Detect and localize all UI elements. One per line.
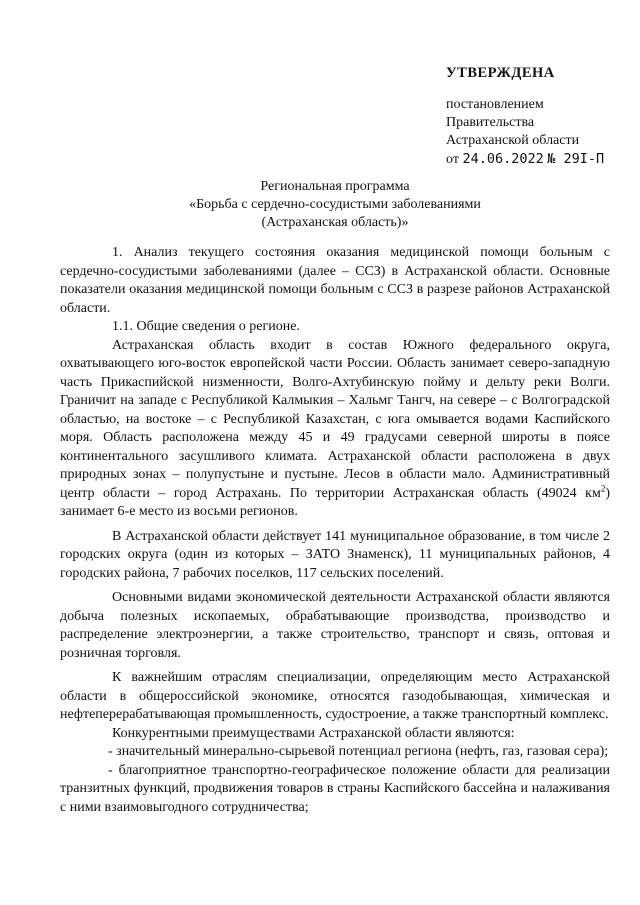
list-item-resources: - значительный минерально-сырьевой потенциал региона (нефть, газ, газовая сера); — [108, 744, 609, 759]
approval-line-1: постановлением — [446, 97, 544, 112]
document-body — [60, 244, 610, 817]
title-line-2: «Борьба с сердечно-сосудистыми заболеваниями — [189, 197, 481, 212]
paragraph-region-overview — [60, 337, 610, 522]
region-overview-text: Астраханская область входит в состав Южного федерального округа, охватывающего юго-восток европейской части России. Область занимает северо-западную часть Прикаспийской низменности, Волго-Ахтубинскую пойму и дельту реки Волги. Граничит на западе с Республикой Калмыкия – Хальмг Тангч, на севере – с Волгоградской областью, на востоке – с Республикой Казахстан, с юга омывается водами Каспийского моря. Область расположена между 45 и 49 градусами северной широты в поясе континентального засушливого климата. Астраханской области расположена в двух природных зонах – полупустыне и пустыне. Лесов в области мало. Административный центр области – город Астрахань. По территории Астраханская область (49024 км — [60, 337, 610, 501]
paragraph-specialization: К важнейшим отраслям специализации, определяющим место Астраханской области в общероссийской экономике, относятся газодобывающая, химическая и нефтеперерабатывающая промышленность, судостроение, а также транспортный комплекс. — [60, 670, 610, 722]
paragraph-subsection-1-1: 1.1. Общие сведения о регионе. — [112, 319, 300, 334]
region-overview-tail: ) занимает 6-е место из восьми регионов. — [60, 485, 610, 519]
paragraph-economy: Основными видами экономической деятельности Астраханской области являются добыча полезных ископаемых, обрабатывающие производства, производство и распределение электроэнергии, а также строительство, транспорт и связь, оптовая и розничная торговля. — [60, 590, 610, 661]
title-line-3: (Астраханская область)» — [261, 215, 409, 230]
area-unit-superscript: 2 — [600, 482, 606, 493]
paragraph-municipalities: В Астраханской области действует 141 муниципальное образование, в том числе 2 городских округа (один из которых – ЗАТО Знаменск), 11 муниципальных районов, 4 городских района, 7 рабочих поселков, 117 сельских поселений. — [60, 528, 610, 581]
approval-number: № 29I-П — [547, 151, 605, 167]
approval-date: 24.06.2022 — [462, 151, 544, 167]
approval-date-line — [446, 150, 604, 169]
list-item-transport: - благоприятное транспортно-географическое положение области для реализации транзитных функций, продвижения товаров в страны Каспийского бассейна и налаживания с ними взаимовыгодного сотрудничества; — [60, 762, 610, 815]
approval-heading: УТВЕРЖДЕНА — [446, 65, 555, 81]
paragraph-section-1: 1. Анализ текущего состояния оказания медицинской помощи больным с сердечно-сосудистыми заболеваниями (далее – ССЗ) в Астраханской области. Основные показатели оказания медицинской помощи больным с ССЗ в разрезе районов Астраханской области. — [60, 245, 610, 316]
title-line-1: Региональная программа — [260, 179, 410, 194]
paragraph-advantages-intro: Конкурентными преимуществами Астраханской области являются: — [112, 725, 515, 741]
program-title — [60, 178, 610, 232]
approval-block — [446, 64, 604, 169]
approval-line-2: Правительства — [446, 115, 535, 130]
approval-line-3: Астраханской области — [446, 133, 580, 148]
approval-date-prefix: от — [446, 152, 459, 167]
